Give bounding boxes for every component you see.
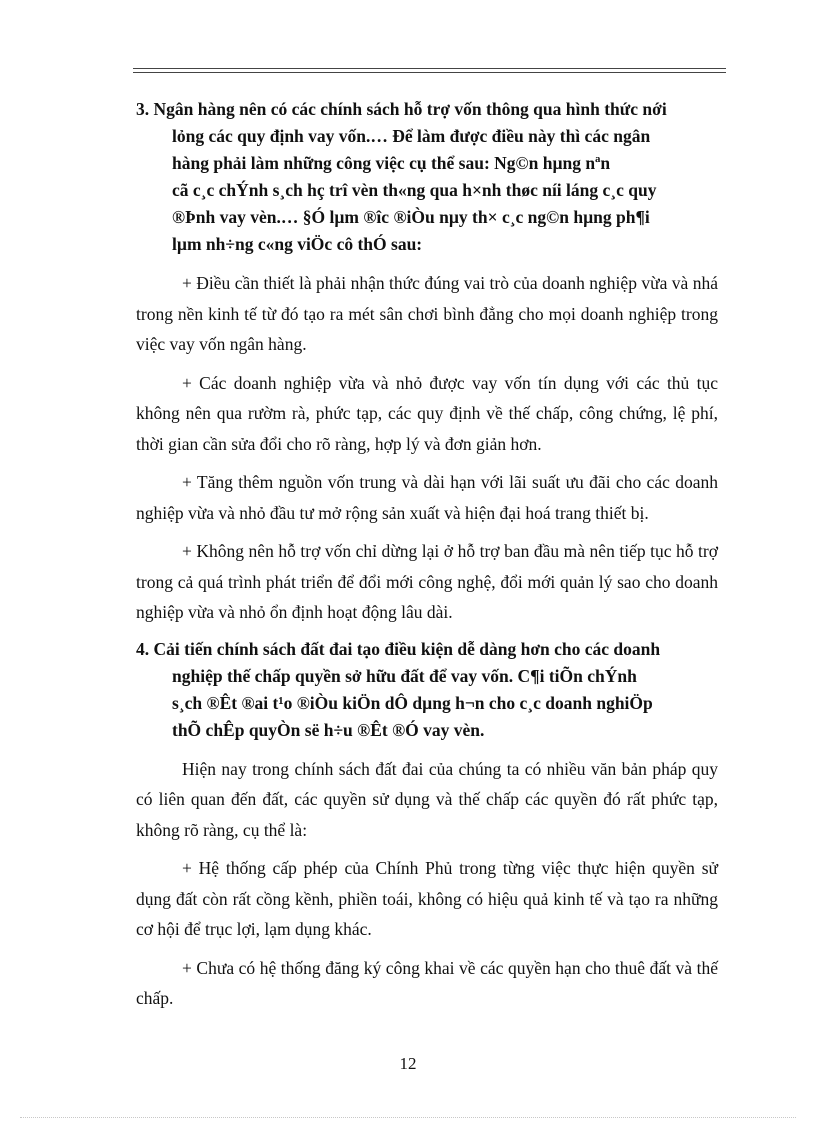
paragraph-bullet-licensing-system: + Hệ thống cấp phép của Chính Phủ trong từng việc thực hiện quyền sử dụng đất còn rất cồng kềnh, phiền toái, không có hiệu quả kinh tế và tạo ra những cơ hội để trục lợi, lạm dụng khác. [136, 858, 718, 939]
heading-line: 3. Ngân hàng nên có các chính sách hỗ trợ vốn thông qua hình thức nới [136, 99, 667, 119]
heading-line: ®Þnh vay vèn.… §Ó lµm ®îc ®iÒu nµy th× c¸c ng©n hµng ph¶i [172, 207, 650, 227]
heading-line: 4. Cải tiến chính sách đất đai tạo điều kiện dễ dàng hơn cho các doanh [136, 638, 661, 659]
heading-line: s¸ch ®Êt ®ai t¹o ®iÒu kiÖn dÔ dµng h¬n cho c¸c doanh nghiÖp [172, 692, 653, 713]
paragraph-bullet-continued-support: + Không nên hỗ trợ vốn chỉ dừng lại ở hỗ trợ ban đầu mà nên tiếp tục hỗ trợ trong cả quá trình phát triển để đổi mới công nghệ, đổi mới quản lý sao cho doanh nghiệp vừa và nhỏ ổn định hoạt động lâu dài. [136, 541, 718, 622]
heading-line: lµm nh÷ng c«ng viÖc cô thÓ sau: [172, 234, 423, 254]
section-3-heading [136, 96, 718, 258]
page-bottom-border [20, 1117, 796, 1118]
paragraph-bullet-registration-system: + Chưa có hệ thống đăng ký công khai về các quyền hạn cho thuê đất và thế chấp. [136, 957, 718, 1008]
heading-line: thÕ chÊp quyÒn së h÷u ®Êt ®Ó vay vèn. [172, 719, 485, 740]
paragraph-bullet-procedures: + Các doanh nghiệp vừa và nhỏ được vay vốn tín dụng với các thủ tục không nên qua rườm rà, phức tạp, các quy định về thế chấp, công chứng, lệ phí, thời gian cần sửa đổi cho rõ ràng, hợp lý và đơn giản hơn. [136, 372, 718, 454]
paragraph-bullet-awareness: + Điều cần thiết là phải nhận thức đúng vai trò của doanh nghiệp vừa và nhá trong nền kinh tế từ đó tạo ra mét sân chơi bình đẳng cho mọi doanh nghiệp trong việc vay vốn ngân hàng. [136, 273, 718, 354]
header-rule-top [133, 68, 726, 69]
heading-line: nghiệp thế chấp quyền sở hữu đất để vay vốn. C¶i tiÕn chÝnh [172, 665, 637, 686]
heading-line: cã c¸c chÝnh s¸ch hç trî vèn th«ng qua h×nh thøc níi láng c¸c quy [172, 180, 657, 200]
paragraph-land-policy: Hiện nay trong chính sách đất đai của chúng ta có nhiều văn bản pháp quy có liên quan đến đất, các quyền sử dụng và thế chấp các quyền đó rất phức tạp, không rõ ràng, cụ thể là: [136, 758, 718, 840]
heading-line: hàng phải làm những công việc cụ thể sau: Ng©n hµng nªn [172, 153, 611, 173]
heading-line: lỏng các quy định vay vốn.… Để làm được điều này thì các ngân [172, 126, 651, 146]
header-rule-bottom [133, 72, 726, 73]
page-body [136, 96, 718, 1022]
section-4-heading [136, 636, 718, 744]
page-number: 12 [399, 1054, 417, 1073]
paragraph-bullet-long-term-capital: + Tăng thêm nguồn vốn trung và dài hạn với lãi suất ưu đãi cho các doanh nghiệp vừa và nhỏ đầu tư mở rộng sản xuất và hiện đại hoá trang thiết bị. [136, 472, 718, 523]
